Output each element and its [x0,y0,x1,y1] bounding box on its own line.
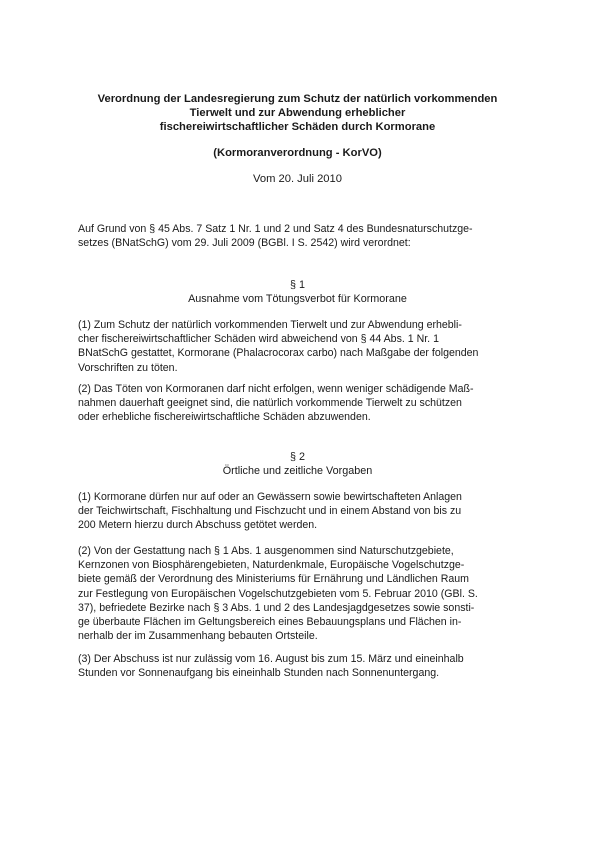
paragraph-line: BNatSchG gestattet, Kormorane (Phalacrocorax carbo) nach Maßgabe der folgenden [78,347,479,360]
document-abbreviation: (Kormoranverordnung - KorVO) [213,147,382,159]
section-1-paragraph-1 [78,318,528,375]
paragraph-line: cher fischereiwirtschaftlicher Schäden wird abweichend von § 44 Abs. 1 Nr. 1 [78,333,439,346]
paragraph-line: zur Festlegung von Europäischen Vogelschutzgebieten vom 5. Februar 2010 (GBl. S. [78,587,478,600]
paragraph-line: (1) Zum Schutz der natürlich vorkommenden Tierwelt und zur Abwendung erhebli- [78,319,462,331]
section-2-heading: Örtliche und zeitliche Vorgaben [222,465,373,477]
paragraph-line: der Teichwirtschaft, Fischhaltung und Fischzucht und in einem Abstand von bis zu [78,505,462,518]
section-2-paragraph-1 [78,490,528,533]
paragraph-line: Kernzonen von Biosphärengebieten, Naturdenkmale, Europäische Vogelschutzge- [78,559,465,572]
title-line: fischereiwirtschaftlicher Schäden durch Kormorane [159,121,436,133]
paragraph-line: 37), befriedete Bezirke nach § 3 Abs. 1 und 2 des Landesjagdgesetzes sowie sonsti- [78,601,475,614]
paragraph-line: 200 Metern hierzu durch Abschuss getötet werden. [78,519,318,532]
section-1-number: § 1 [289,279,305,291]
document-date: Vom 20. Juli 2010 [253,173,342,185]
paragraph-line: nerhalb der im Zusammenhang bebauten Ortsteile. [78,630,318,643]
section-2-number: § 2 [289,451,305,463]
section-2-paragraph-3 [78,652,528,680]
paragraph-line: (2) Das Töten von Kormoranen darf nicht erfolgen, wenn weniger schädigende Maß- [78,383,474,395]
paragraph-line: oder erhebliche fischereiwirtschaftliche Schäden abzuwenden. [78,411,371,424]
paragraph-line: ge überbaute Flächen im Geltungsbereich eines Bebauungsplans und Flächen in- [78,616,462,629]
section-1-paragraph-2 [78,382,528,425]
paragraph-line: (2) Von der Gestattung nach § 1 Abs. 1 ausgenommen sind Naturschutzgebiete, [78,545,454,557]
paragraph-line: nahmen dauerhaft geeignet sind, die natürlich vorkommende Tierwelt zu schützen [78,397,462,410]
title-line: Verordnung der Landesregierung zum Schutz der natürlich vorkommenden [97,93,498,105]
paragraph-line: (3) Der Abschuss ist nur zulässig vom 16. August bis zum 15. März und eineinhalb [78,653,464,665]
preamble [78,222,528,250]
section-2-header [60,450,535,478]
preamble-line: setzes (BNatSchG) vom 29. Juli 2009 (BGBl. I S. 2542) wird verordnet: [78,237,411,250]
preamble-line: Auf Grund von § 45 Abs. 7 Satz 1 Nr. 1 und 2 und Satz 4 des Bundesnaturschutzge- [78,223,473,235]
document-title [60,92,535,134]
section-1-heading: Ausnahme vom Tötungsverbot für Kormorane [188,293,407,305]
section-1-header [60,278,535,306]
paragraph-line: biete gemäß der Verordnung des Ministeriums für Ernährung und Ländlichen Raum [78,573,470,586]
paragraph-line: Stunden vor Sonnenaufgang bis eineinhalb Stunden nach Sonnenuntergang. [78,667,440,680]
paragraph-line: Vorschriften zu töten. [78,361,178,374]
title-line: Tierwelt und zur Abwendung erheblicher [189,107,406,119]
section-2-paragraph-2 [78,544,528,643]
paragraph-line: (1) Kormorane dürfen nur auf oder an Gewässern sowie bewirtschafteten Anlagen [78,491,462,503]
